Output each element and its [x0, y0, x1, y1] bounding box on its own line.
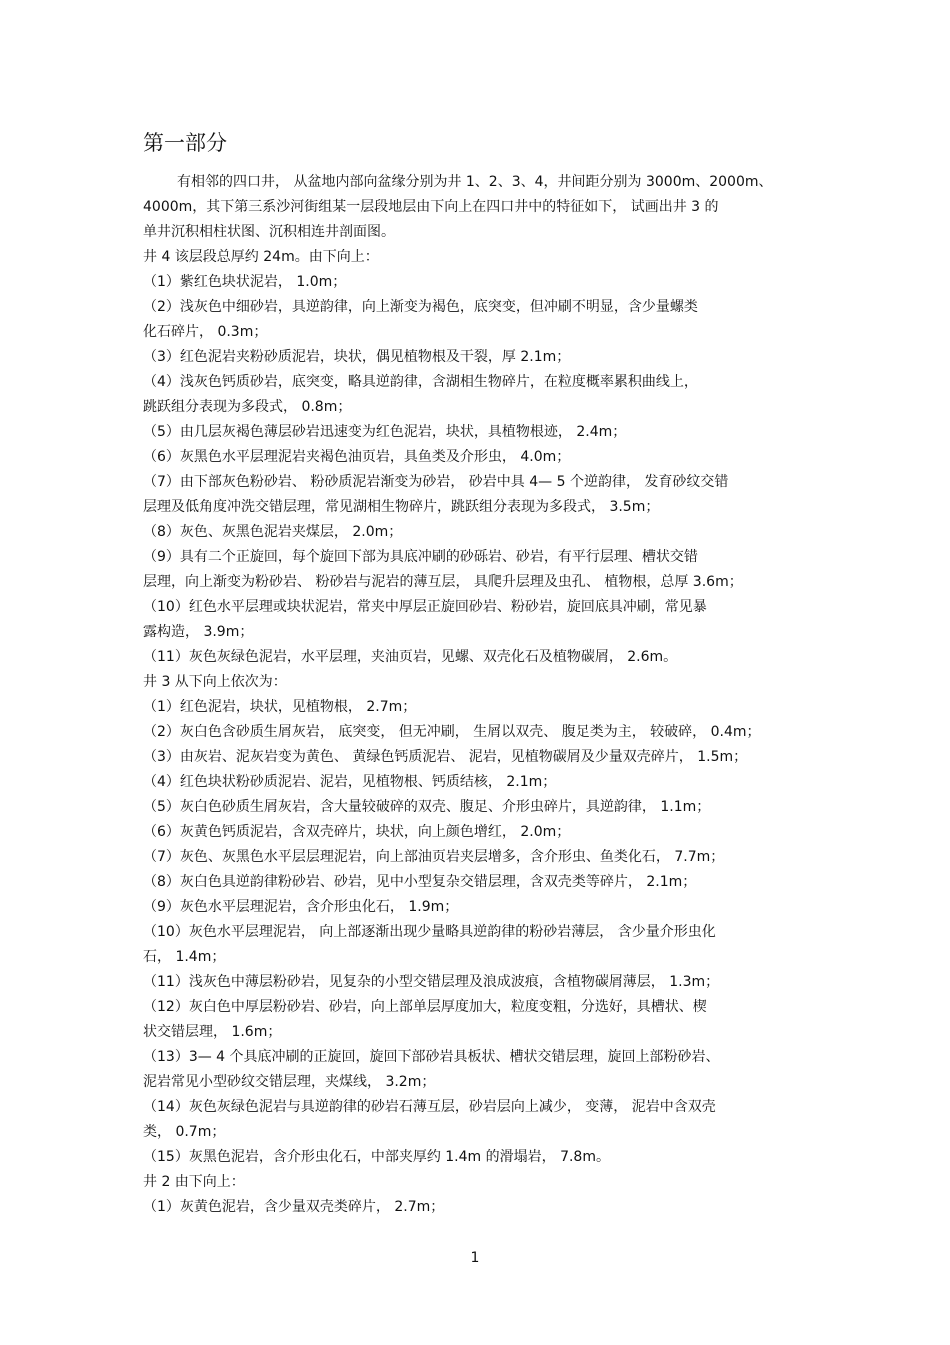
text-line: 层理及低角度冲洗交错层理，常见湖相生物碎片，跳跃组分表现为多段式， 3.5m； [143, 499, 660, 515]
text-line: （10）灰色水平层理泥岩， 向上部逐渐出现少量略具逆韵律的粉砂岩薄层， 含少量介形虫化 [143, 924, 716, 940]
text-line: （8）灰白色具逆韵律粉砂岩、砂岩，见中小型复杂交错层理，含双壳类等碎片， 2.1m； [143, 874, 697, 890]
text-line: （9）具有二个正旋回，每个旋回下部为具底冲刷的砂砾岩、砂岩，有平行层理、槽状交错 [143, 549, 698, 565]
text-line: （11）灰色灰绿色泥岩，水平层理，夹油页岩，见螺、双壳化石及植物碳屑， 2.6m。 [143, 649, 678, 665]
text-line: 类， 0.7m； [143, 1124, 226, 1140]
text-line: （6）灰黑色水平层理泥岩夹褐色油页岩，具鱼类及介形虫， 4.0m； [143, 449, 571, 465]
text-line: （14）灰色灰绿色泥岩与具逆韵律的砂岩石薄互层，砂岩层向上减少， 变薄， 泥岩中含双壳 [143, 1099, 716, 1115]
text-line: （1）红色泥岩，块状，见植物根， 2.7m； [143, 699, 417, 715]
document-body [143, 170, 813, 1220]
text-line: （5）由几层灰褐色薄层砂岩迅速变为红色泥岩，块状，具植物根迹， 2.4m； [143, 424, 627, 440]
text-line: （13）3— 4 个具底冲刷的正旋回，旋回下部砂岩具板状、槽状交错层理，旋回上部粉砂岩、 [143, 1049, 720, 1065]
text-line: （1）紫红色块状泥岩， 1.0m； [143, 274, 347, 290]
text-line: 泥岩常见小型砂纹交错层理，夹煤线， 3.2m； [143, 1074, 436, 1090]
text-line: （10）红色水平层理或块状泥岩，常夹中厚层正旋回砂岩、粉砂岩，旋回底具冲刷，常见暴 [143, 599, 707, 615]
text-line: （6）灰黄色钙质泥岩，含双壳碎片，块状，向上颜色增红， 2.0m； [143, 824, 571, 840]
well-2-heading: 井 2 由下向上： [143, 1174, 245, 1190]
text-line: （3）红色泥岩夹粉砂质泥岩，块状，偶见植物根及干裂，厚 2.1m； [143, 349, 571, 365]
text-line: （9）灰色水平层理泥岩，含介形虫化石， 1.9m； [143, 899, 459, 915]
text-line: （3）由灰岩、泥灰岩变为黄色、 黄绿色钙质泥岩、 泥岩，见植物碳屑及少量双壳碎片， 1.5m； [143, 749, 748, 765]
text-line: 单井沉积相柱状图、沉积相连井剖面图。 [143, 224, 395, 240]
text-line: （12）灰白色中厚层粉砂岩、砂岩，向上部单层厚度加大，粒度变粗，分选好，具槽状、楔 [143, 999, 707, 1015]
well-4-heading: 井 4 该层段总厚约 24m。由下向上： [143, 249, 379, 265]
text-line: （7）由下部灰色粉砂岩、 粉砂质泥岩渐变为砂岩， 砂岩中具 4— 5 个逆韵律， 发育砂纹交错 [143, 474, 729, 490]
text-line: 露构造， 3.9m； [143, 624, 254, 640]
text-line: （15）灰黑色泥岩，含介形虫化石，中部夹厚约 1.4m 的滑塌岩， 7.8m。 [143, 1149, 610, 1165]
text-line: 跳跃组分表现为多段式， 0.8m； [143, 399, 352, 415]
text-line: （4）红色块状粉砂质泥岩、泥岩，见植物根、钙质结核， 2.1m； [143, 774, 557, 790]
well-3-heading: 井 3 从下向上依次为： [143, 674, 287, 690]
text-line: 有相邻的四口井， 从盆地内部向盆缘分别为井 1、2、3、4，井间距分别为 3000m、2000m、 [177, 174, 773, 190]
text-line: （11）浅灰色中薄层粉砂岩，见复杂的小型交错层理及浪成波痕，含植物碳屑薄层， 1.3m； [143, 974, 720, 990]
text-line: 4000m，其下第三系沙河街组某一层段地层由下向上在四口井中的特征如下， 试画出井 3 的 [143, 199, 719, 215]
text-line: （4）浅灰色钙质砂岩，底突变，略具逆韵律，含湖相生物碎片，在粒度概率累积曲线上， [143, 374, 698, 390]
text-line: （2）灰白色含砂质生屑灰岩， 底突变， 但无冲刷， 生屑以双壳、 腹足类为主， 较破碎， 0.4m； [143, 724, 761, 740]
text-line: （1）灰黄色泥岩，含少量双壳类碎片， 2.7m； [143, 1199, 445, 1215]
text-line: 层理，向上渐变为粉砂岩、 粉砂岩与泥岩的薄互层， 具爬升层理及虫孔、 植物根，总厚 3.6m； [143, 574, 743, 590]
text-line: 化石碎片， 0.3m； [143, 324, 268, 340]
page-number: 1 [470, 1250, 480, 1266]
text-line: （7）灰色、灰黑色水平层层理泥岩，向上部油页岩夹层增多，含介形虫、鱼类化石， 7.7m； [143, 849, 725, 865]
text-line: 石， 1.4m； [143, 949, 226, 965]
text-line: （8）灰色、灰黑色泥岩夹煤层， 2.0m； [143, 524, 403, 540]
text-line: 状交错层理， 1.6m； [143, 1024, 282, 1040]
section-title: 第一部分 [143, 131, 227, 155]
text-line: （2）浅灰色中细砂岩，具逆韵律，向上渐变为褐色，底突变，但冲刷不明显，含少量螺类 [143, 299, 698, 315]
text-line: （5）灰白色砂质生屑灰岩，含大量较破碎的双壳、腹足、介形虫碎片，具逆韵律， 1.1m； [143, 799, 711, 815]
